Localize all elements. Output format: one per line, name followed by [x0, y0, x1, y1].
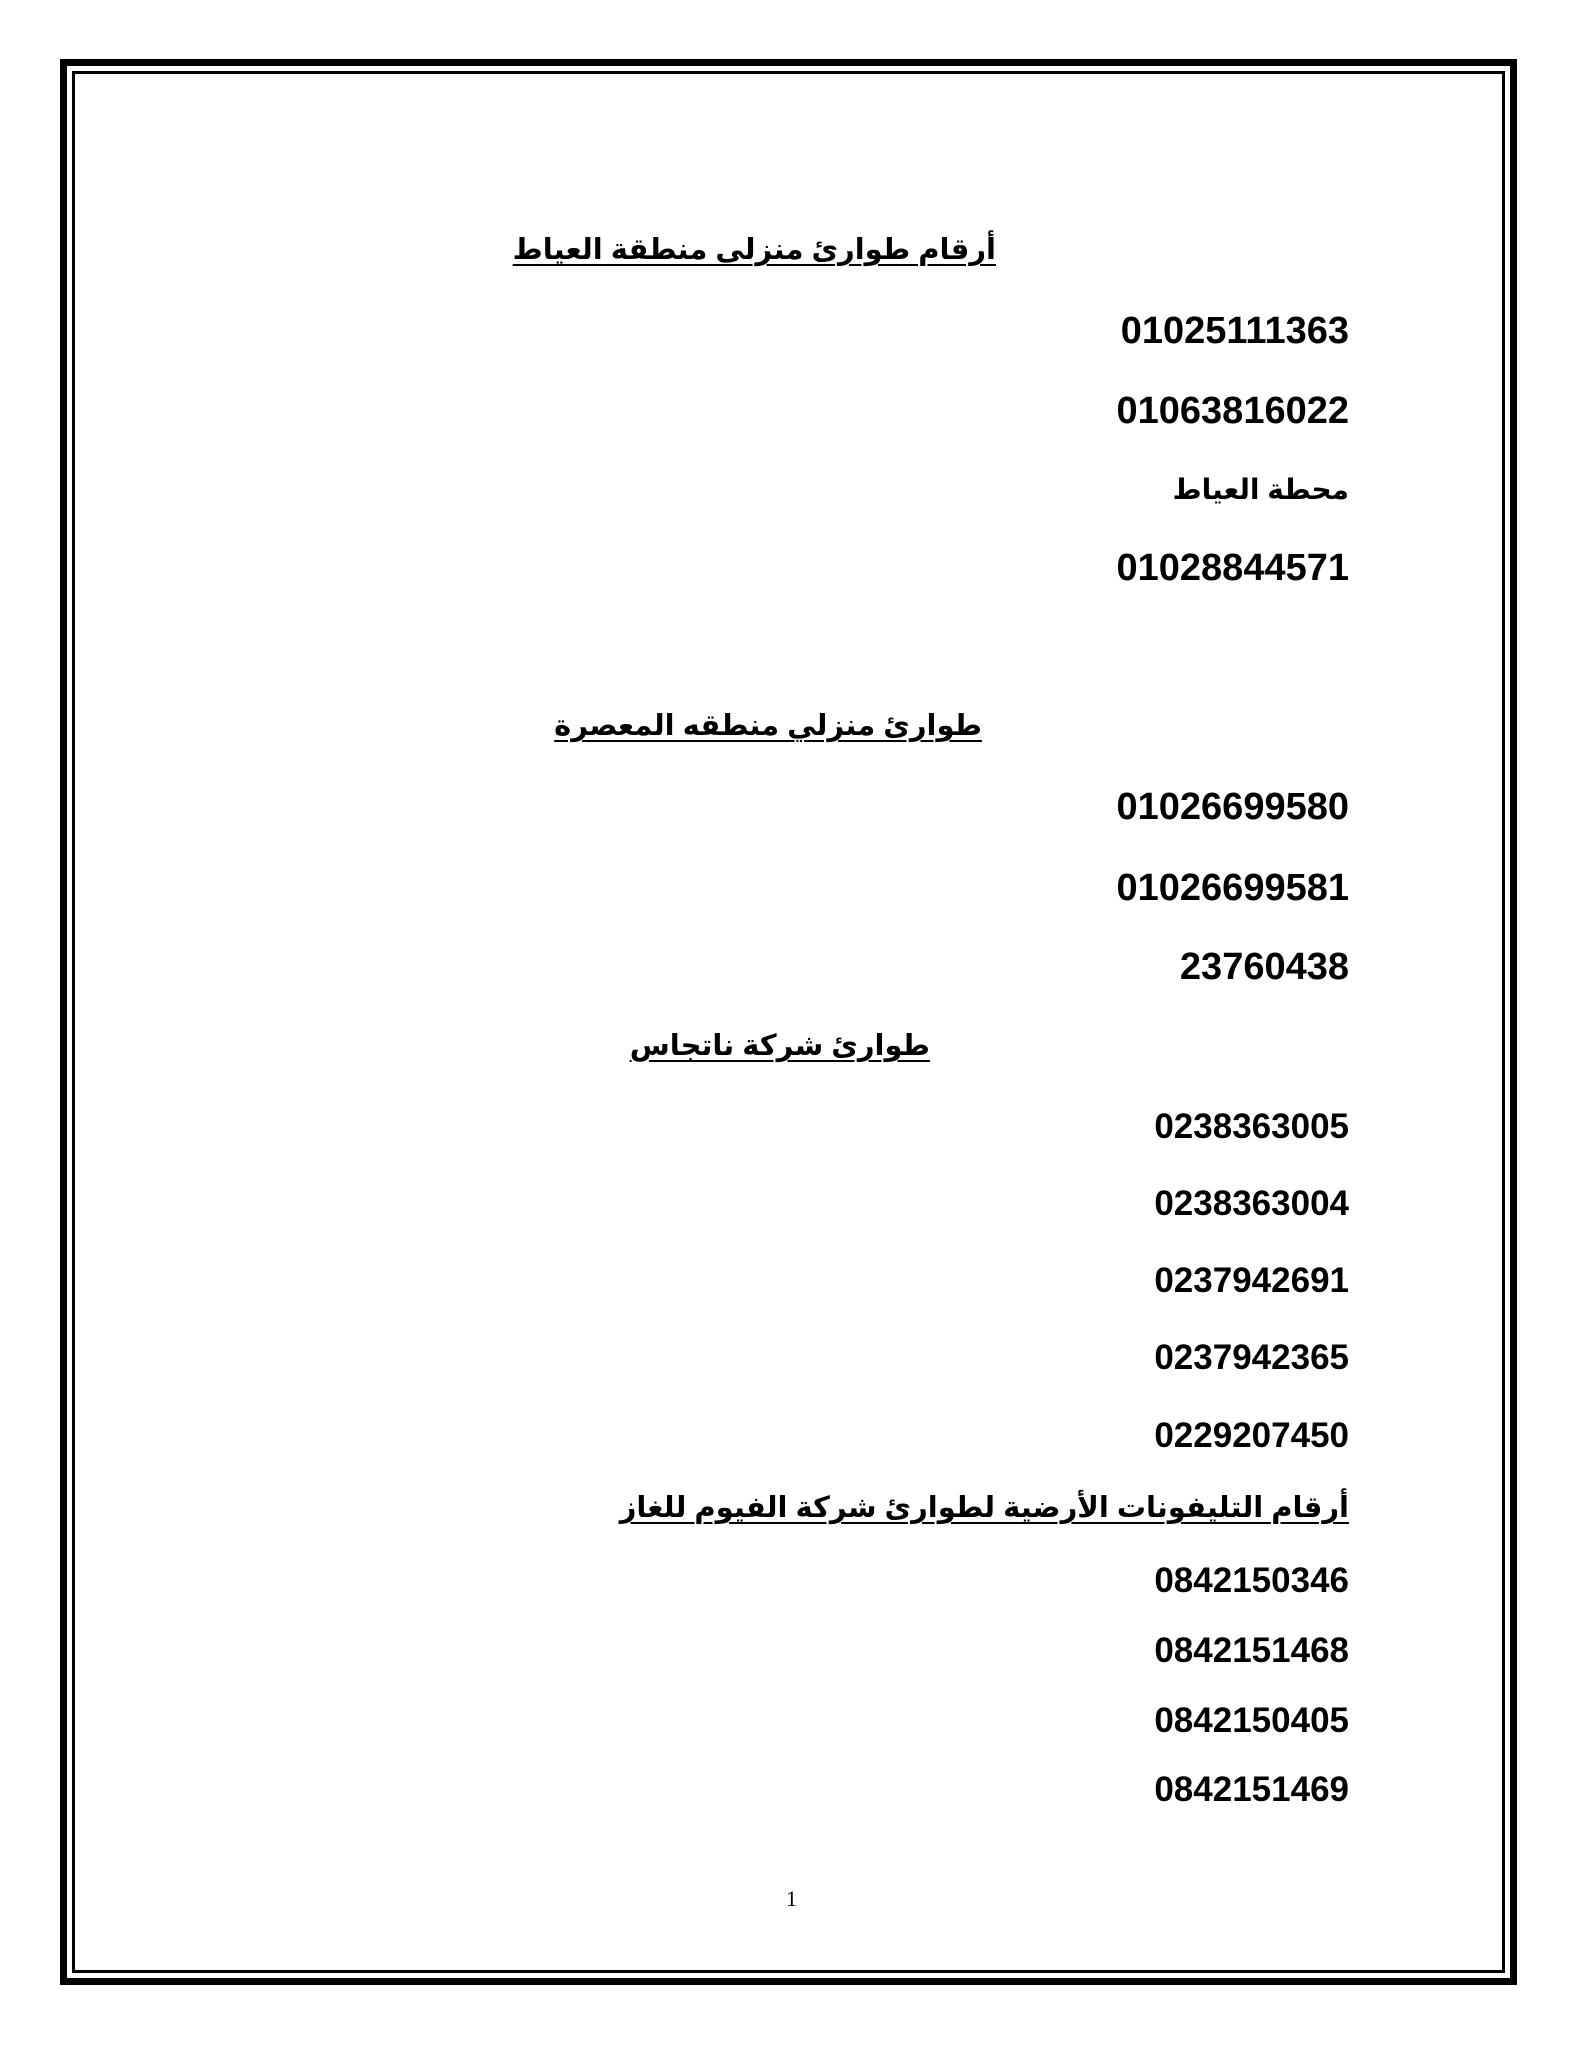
sub-label-ayat-station: محطة العياط [1172, 474, 1349, 505]
phone-number: 01028844571 [1116, 547, 1349, 589]
phone-number: 0229207450 [1154, 1416, 1349, 1455]
phone-number: 0238363004 [1154, 1184, 1349, 1223]
phone-number: 0842150405 [1154, 1701, 1349, 1740]
phone-number: 23760438 [1179, 946, 1349, 988]
phone-number: 0238363005 [1154, 1107, 1349, 1146]
page-number: 1 [786, 1886, 797, 1911]
phone-number: 0237942691 [1154, 1261, 1349, 1300]
phone-number: 0842151468 [1154, 1631, 1349, 1670]
phone-number: 01026699581 [1116, 867, 1349, 909]
phone-number: 0842150346 [1154, 1561, 1349, 1600]
section-heading-maasara: طوارئ منزلي منطقه المعصرة [554, 710, 982, 742]
section-heading-fayoum-gas: أرقام التليفونات الأرضية لطوارئ شركة الفيوم للغاز [619, 1492, 1349, 1524]
section-heading-natgas: طوارئ شركة ناتجاس [629, 1030, 930, 1062]
page-border-inner [72, 71, 1505, 1973]
phone-number: 0842151469 [1154, 1770, 1349, 1809]
phone-number: 01025111363 [1120, 310, 1349, 352]
section-heading-ayat: أرقام طوارئ منزلى منطقة العياط [512, 234, 996, 266]
phone-number: 0237942365 [1154, 1338, 1349, 1377]
phone-number: 01026699580 [1116, 786, 1349, 828]
phone-number: 01063816022 [1116, 390, 1349, 432]
